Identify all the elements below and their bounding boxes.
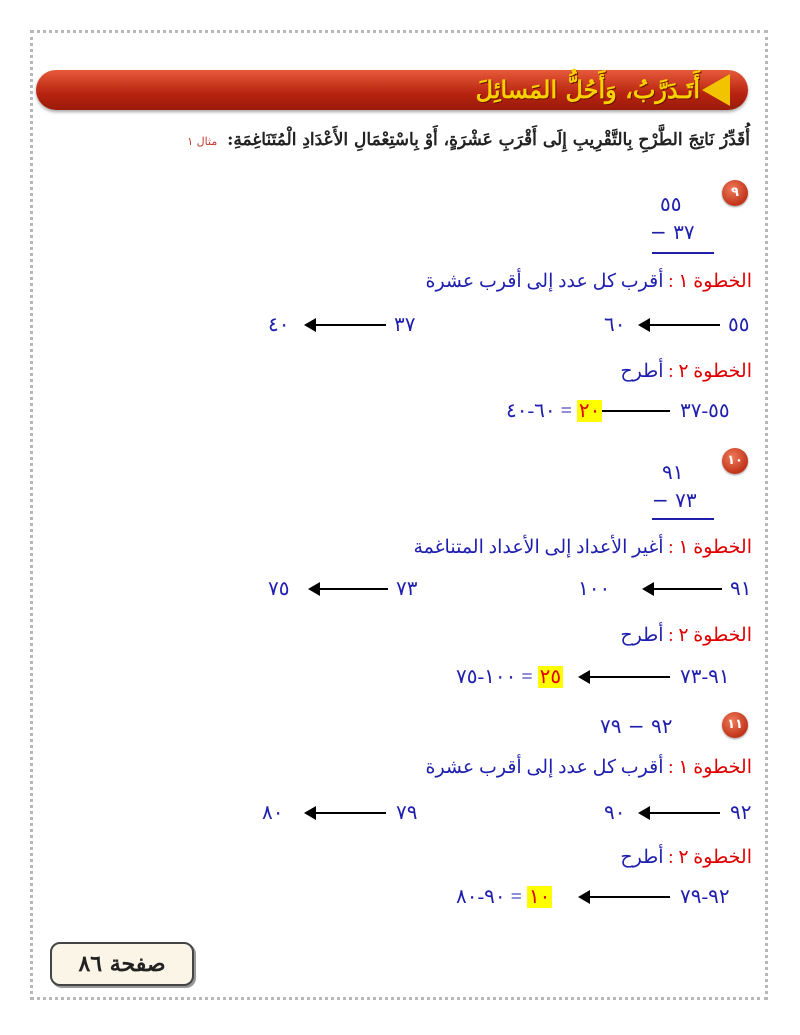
step-text: أطرح — [620, 625, 664, 646]
page-number-box: صفحة ٨٦ — [50, 942, 194, 986]
inline-problem: ٩٢ − ٧٩ — [600, 714, 673, 738]
problem-number-badge: ٩ — [722, 180, 748, 206]
step-1 — [413, 536, 752, 559]
step-label: الخطوة ١ : — [668, 757, 752, 778]
original-expression: ٩٢-٧٩ — [680, 886, 730, 908]
vertical-top-number: ٥٥ — [660, 192, 682, 216]
arrow-icon — [306, 324, 386, 326]
equals-sign: = — [521, 666, 533, 688]
estimate-expression: ٦٠-٤٠ — [506, 400, 556, 422]
step-label: الخطوة ٢ : — [668, 361, 752, 382]
arrow-icon — [306, 812, 386, 814]
original-number: ٥٥ — [728, 314, 750, 336]
example-reference: مثال ١ — [187, 135, 218, 148]
arrow-icon — [310, 588, 388, 590]
problem-number-badge: ١١ — [722, 712, 748, 738]
step-text: أطرح — [620, 361, 664, 382]
original-number: ٧٣ — [396, 578, 418, 600]
step-2 — [620, 846, 752, 869]
vertical-top-number: ٩١ — [662, 460, 684, 484]
estimate-result: ٢٥ — [539, 666, 562, 688]
instruction-text — [40, 130, 750, 150]
equals-sign: = — [510, 886, 522, 908]
step-1 — [425, 756, 752, 779]
original-expression: ٩١-٧٣ — [680, 666, 730, 688]
rounded-number: ٧٥ — [268, 578, 290, 600]
estimated-expression — [456, 664, 563, 689]
step-text: أطرح — [620, 847, 664, 868]
step-label: الخطوة ١ : — [668, 271, 752, 292]
problem-number-badge: ١٠ — [722, 448, 748, 474]
estimate-expression: ٩٠-٨٠ — [456, 886, 506, 908]
rounded-number: ٦٠ — [604, 314, 626, 336]
section-title: أَتَـدَرَّبُ، وَأَحُلُّ المَسائِلَ — [475, 75, 700, 104]
step-1 — [425, 270, 752, 293]
banner-arrow-icon — [702, 74, 730, 106]
step-label: الخطوة ١ : — [668, 537, 752, 558]
rounded-number: ٨٠ — [262, 802, 284, 824]
estimate-result: ٢٠ — [578, 400, 601, 422]
original-number: ٩٢ — [730, 802, 752, 824]
original-number: ٣٧ — [394, 314, 416, 336]
rounded-number: ٩٠ — [604, 802, 626, 824]
arrow-icon — [644, 588, 722, 590]
vertical-bottom-number: ٣٧ − — [650, 220, 695, 244]
instruction-main: أُقَدِّرُ نَاتِجَ الطَّرْحِ بِالتَّقْرِيبِ إِلَى أَقْرَبِ عَشْرَةٍ، أَوْ بِاسْتِعْمَالِ الأَعْدَادِ الْمُتَنَاغِمَةِ: — [227, 130, 750, 150]
subtraction-line — [652, 518, 714, 520]
step-2 — [620, 360, 752, 383]
arrow-icon — [640, 812, 720, 814]
arrow-icon — [580, 896, 670, 898]
step-text: أقرب كل عدد إلى أقرب عشرة — [425, 271, 664, 292]
estimated-expression — [456, 884, 552, 909]
original-number: ٧٩ — [396, 802, 418, 824]
rounded-number: ٤٠ — [268, 314, 290, 336]
step-label: الخطوة ٢ : — [668, 847, 752, 868]
estimate-result: ١٠ — [528, 886, 551, 908]
arrow-icon — [580, 676, 670, 678]
step-2 — [620, 624, 752, 647]
step-label: الخطوة ٢ : — [668, 625, 752, 646]
rounded-number: ١٠٠ — [578, 578, 611, 600]
original-number: ٩١ — [730, 578, 752, 600]
original-expression: ٥٥-٣٧ — [680, 400, 730, 422]
estimate-expression: ١٠٠-٧٥ — [456, 666, 517, 688]
estimated-expression — [506, 398, 602, 423]
vertical-bottom-number: ٧٣ − — [652, 488, 697, 512]
arrow-icon — [640, 324, 720, 326]
equals-sign: = — [560, 400, 572, 422]
step-text: أغير الأعداد إلى الأعداد المتناغمة — [413, 537, 664, 558]
subtraction-line — [652, 252, 714, 254]
step-text: أقرب كل عدد إلى أقرب عشرة — [425, 757, 664, 778]
